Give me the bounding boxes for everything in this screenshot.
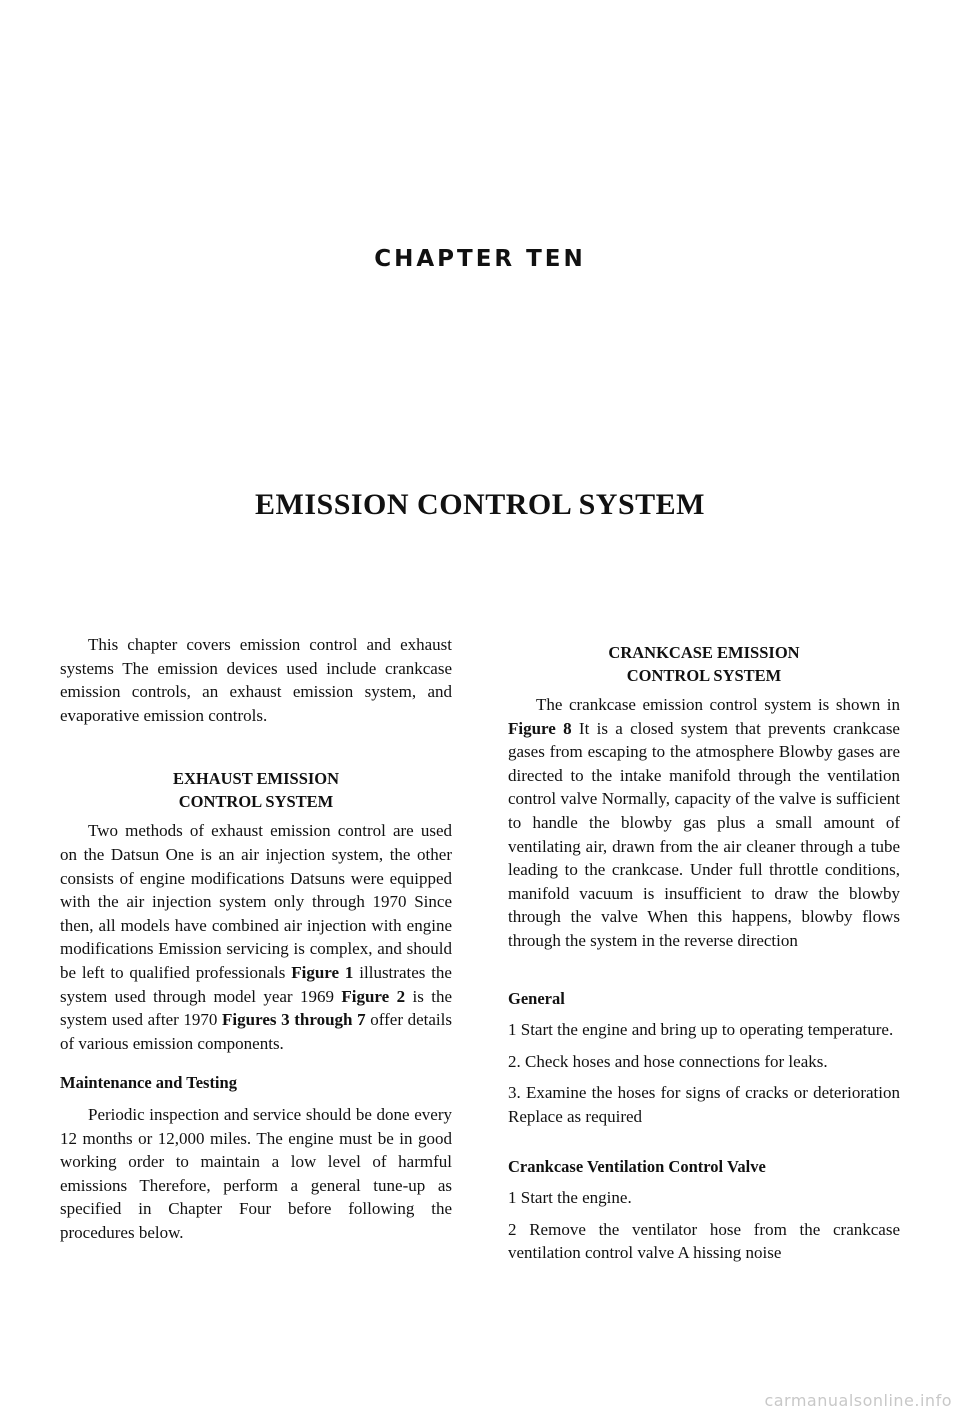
exhaust-heading-line2: CONTROL SYSTEM: [178, 792, 334, 812]
crankcase-paragraph: [508, 693, 900, 953]
general-heading: General: [508, 988, 565, 1008]
valve-step-2: 2 Remove the ventilator hose from the crankcase ventilation control valve A hissing noise: [508, 1219, 900, 1263]
general-step-1: 1 Start the engine and bring up to operating temperature.: [508, 1020, 894, 1040]
maintenance-paragraph: Periodic inspection and service should be done every 12 months or 12,000 miles. The engine must be in good working order to maintain a low level of harmful emissions Therefore, perform a general tune-up as specified in Chapter Four before following the procedures below.: [60, 1104, 452, 1242]
watermark: carmanualsonline.info: [764, 1391, 952, 1410]
intro-paragraph: This chapter covers emission control and exhaust systems The emission devices used include crankcase emission controls, an exhaust emission system, and evaporative emission controls.: [60, 635, 452, 725]
figure-8-ref: Figure 8: [508, 718, 572, 738]
figure-1-text: illustrates the system used through model year 1969: [60, 962, 452, 1006]
general-step-3: 3. Examine the hoses for signs of cracks or deterioration Replace as required: [508, 1083, 900, 1126]
crankcase-text-a: The crankcase emission control system is shown in: [536, 695, 900, 714]
exhaust-paragraph: [60, 819, 452, 1055]
exhaust-heading-line1: EXHAUST EMISSION: [172, 769, 340, 789]
crankcase-heading-line2: CONTROL SYSTEM: [626, 666, 782, 685]
valve-heading: Crankcase Ventilation Control Valve: [508, 1156, 766, 1176]
crankcase-heading-line1: CRANKCASE EMISSION: [608, 643, 800, 662]
exhaust-text: Two methods of exhaust emission control are used on the Datsun One is an air injection system, the other consists of engine modifications Datsuns were equipped with the air injection system only through 1970 Since then, all models have combined air injection with engine modifications Emission servicing is complex, and should be left to qualified professionals: [60, 821, 452, 982]
maintenance-heading: Maintenance and Testing: [60, 1073, 237, 1093]
crankcase-text-b: It is a closed system that prevents crankcase gases from escaping to the atmosphere Blowby gases are directed to the intake manifold through the ventilation control valve Normally, capacity of the valve is sufficient to handle the blowby gas plus a small amount of ventilating air, drawn from the air cleaner through a tube leading to the crankcase. Under full throttle conditions, manifold vacuum is insufficient to draw the blowby through the valve When this happens, blowby flows through the system in the reverse direction: [508, 718, 900, 950]
page-title: EMISSION CONTROL SYSTEM: [255, 488, 705, 521]
right-column: [508, 633, 900, 1273]
chapter-heading: CHAPTER TEN: [374, 246, 586, 272]
figure-2-text: is the system used after 1970: [60, 986, 452, 1030]
valve-step-1: 1 Start the engine.: [508, 1188, 632, 1208]
figures-3-7-text: offer details of various emission components.: [60, 1010, 452, 1053]
figure-2-ref: Figure 2: [341, 986, 406, 1006]
left-column: [60, 633, 452, 1244]
general-step-2: 2. Check hoses and hose connections for leaks.: [508, 1051, 828, 1071]
figures-3-7-ref: Figures 3 through 7: [222, 1010, 366, 1030]
figure-1-ref: Figure 1: [291, 962, 354, 982]
